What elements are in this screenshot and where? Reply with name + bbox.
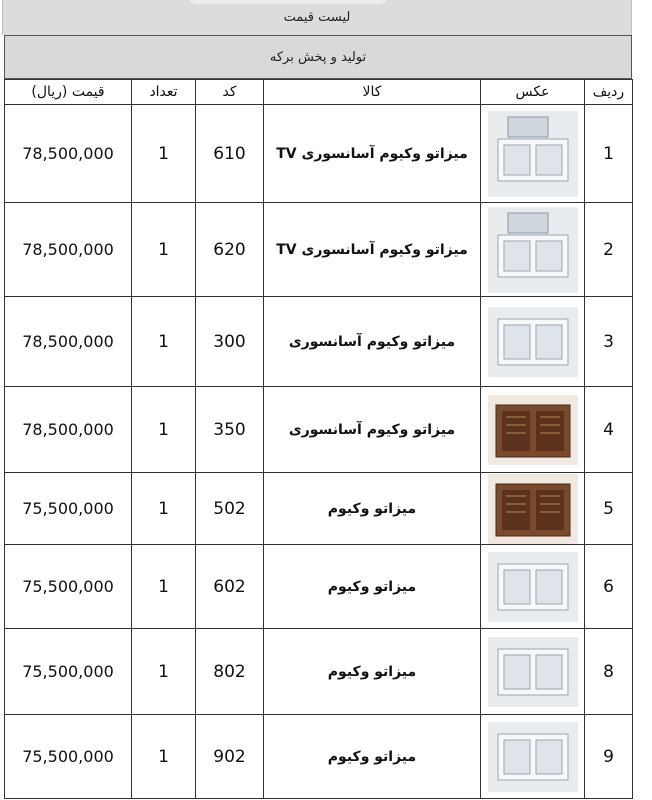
product-photo bbox=[485, 552, 581, 622]
product-photo-cell bbox=[481, 387, 585, 473]
product-photo bbox=[485, 307, 581, 377]
product-name-cell: میزاتو وکیوم bbox=[264, 629, 481, 715]
row-number-cell: 4 bbox=[585, 387, 633, 473]
qty-cell: 1 bbox=[132, 387, 196, 473]
product-name-cell: میزاتو وکیوم آسانسوری TV bbox=[264, 203, 481, 297]
product-name-cell: میزاتو وکیوم bbox=[264, 545, 481, 629]
price-table bbox=[4, 79, 633, 799]
code-cell: 610 bbox=[196, 105, 264, 203]
header-row: ردیف bbox=[585, 80, 633, 105]
price-cell: 78,500,000 bbox=[5, 203, 132, 297]
table-row bbox=[5, 387, 633, 473]
product-photo-cell bbox=[481, 203, 585, 297]
table-header-row bbox=[5, 80, 633, 105]
row-number-cell: 5 bbox=[585, 473, 633, 545]
table-row bbox=[5, 629, 633, 715]
qty-cell: 1 bbox=[132, 715, 196, 799]
product-photo-cell bbox=[481, 473, 585, 545]
qty-cell: 1 bbox=[132, 545, 196, 629]
header-code: کد bbox=[196, 80, 264, 105]
qty-cell: 1 bbox=[132, 203, 196, 297]
code-cell: 602 bbox=[196, 545, 264, 629]
code-cell: 350 bbox=[196, 387, 264, 473]
header-photo: عکس bbox=[481, 80, 585, 105]
product-photo bbox=[485, 395, 581, 465]
product-photo-cell bbox=[481, 105, 585, 203]
price-cell: 75,500,000 bbox=[5, 629, 132, 715]
price-cell: 78,500,000 bbox=[5, 105, 132, 203]
product-photo bbox=[485, 474, 581, 544]
price-cell: 75,500,000 bbox=[5, 473, 132, 545]
code-cell: 620 bbox=[196, 203, 264, 297]
product-photo-cell bbox=[481, 545, 585, 629]
qty-cell: 1 bbox=[132, 105, 196, 203]
header-product: کالا bbox=[264, 80, 481, 105]
table-row bbox=[5, 473, 633, 545]
row-number-cell: 1 bbox=[585, 105, 633, 203]
product-name-cell: میزاتو وکیوم آسانسوری bbox=[264, 297, 481, 387]
price-cell: 78,500,000 bbox=[5, 387, 132, 473]
row-number-cell: 8 bbox=[585, 629, 633, 715]
row-number-cell: 6 bbox=[585, 545, 633, 629]
qty-cell: 1 bbox=[132, 473, 196, 545]
product-photo bbox=[485, 207, 581, 293]
table-row bbox=[5, 203, 633, 297]
row-number-cell: 2 bbox=[585, 203, 633, 297]
product-name-cell: میزاتو وکیوم bbox=[264, 715, 481, 799]
price-cell: 78,500,000 bbox=[5, 297, 132, 387]
code-cell: 902 bbox=[196, 715, 264, 799]
code-cell: 300 bbox=[196, 297, 264, 387]
qty-cell: 1 bbox=[132, 629, 196, 715]
product-photo bbox=[485, 637, 581, 707]
row-number-cell: 9 bbox=[585, 715, 633, 799]
code-cell: 502 bbox=[196, 473, 264, 545]
code-cell: 802 bbox=[196, 629, 264, 715]
table-row bbox=[5, 297, 633, 387]
product-photo-cell bbox=[481, 297, 585, 387]
qty-cell: 1 bbox=[132, 297, 196, 387]
price-cell: 75,500,000 bbox=[5, 715, 132, 799]
product-photo-cell bbox=[481, 715, 585, 799]
product-name-cell: میزاتو وکیوم آسانسوری bbox=[264, 387, 481, 473]
product-photo bbox=[485, 722, 581, 792]
company-subtitle: تولید و پخش برکه bbox=[4, 35, 632, 79]
table-row bbox=[5, 715, 633, 799]
row-number-cell: 3 bbox=[585, 297, 633, 387]
header-price: قیمت (ریال) bbox=[5, 80, 132, 105]
page-title: لیست قیمت bbox=[2, 0, 632, 35]
header-qty: تعداد bbox=[132, 80, 196, 105]
product-photo bbox=[485, 111, 581, 197]
product-photo-cell bbox=[481, 629, 585, 715]
table-row bbox=[5, 545, 633, 629]
product-name-cell: میزاتو وکیوم آسانسوری TV bbox=[264, 105, 481, 203]
price-cell: 75,500,000 bbox=[5, 545, 132, 629]
product-name-cell: میزاتو وکیوم bbox=[264, 473, 481, 545]
table-row bbox=[5, 105, 633, 203]
